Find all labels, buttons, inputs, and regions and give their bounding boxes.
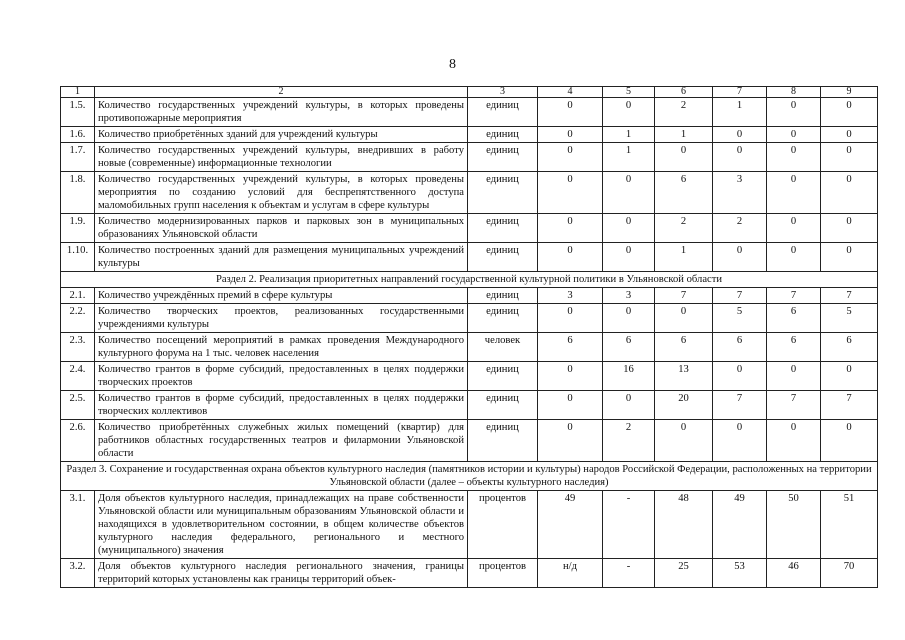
- value-cell: н/д: [538, 559, 603, 588]
- value-cell: 7: [655, 288, 713, 304]
- table-row: [61, 127, 878, 143]
- value-cell: 1: [603, 127, 655, 143]
- value-cell: 0: [821, 127, 878, 143]
- header-cell: 4: [538, 87, 603, 98]
- unit-cell: единиц: [468, 214, 538, 243]
- header-cell: 2: [95, 87, 468, 98]
- value-cell: 7: [821, 288, 878, 304]
- value-cell: 0: [655, 420, 713, 462]
- indicator-name: Количество государственных учреждений культуры, внедривших в работу новые (современные) информационные технологии: [95, 143, 468, 172]
- table-row: [61, 333, 878, 362]
- value-cell: 0: [713, 362, 767, 391]
- row-number: 1.7.: [61, 143, 95, 172]
- value-cell: 49: [538, 491, 603, 559]
- unit-cell: единиц: [468, 288, 538, 304]
- header-cell: 7: [713, 87, 767, 98]
- value-cell: 48: [655, 491, 713, 559]
- value-cell: 7: [713, 288, 767, 304]
- indicator-name: Количество грантов в форме субсидий, предоставленных в целях поддержки творческих проектов: [95, 362, 468, 391]
- table-row: [61, 288, 878, 304]
- value-cell: 0: [713, 143, 767, 172]
- value-cell: 3: [538, 288, 603, 304]
- row-number: 1.8.: [61, 172, 95, 214]
- header-cell: 1: [61, 87, 95, 98]
- section-row: [61, 462, 878, 491]
- value-cell: 5: [821, 304, 878, 333]
- value-cell: 6: [713, 333, 767, 362]
- unit-cell: единиц: [468, 98, 538, 127]
- value-cell: 49: [713, 491, 767, 559]
- value-cell: 1: [655, 243, 713, 272]
- value-cell: 20: [655, 391, 713, 420]
- table-row: [61, 214, 878, 243]
- value-cell: 0: [538, 243, 603, 272]
- value-cell: 53: [713, 559, 767, 588]
- row-number: 3.2.: [61, 559, 95, 588]
- value-cell: 7: [821, 391, 878, 420]
- row-number: 1.6.: [61, 127, 95, 143]
- value-cell: 7: [767, 391, 821, 420]
- value-cell: 0: [767, 214, 821, 243]
- value-cell: 2: [603, 420, 655, 462]
- section-row: [61, 272, 878, 288]
- header-cell: 9: [821, 87, 878, 98]
- unit-cell: единиц: [468, 172, 538, 214]
- value-cell: 0: [713, 127, 767, 143]
- value-cell: 0: [767, 143, 821, 172]
- value-cell: 5: [713, 304, 767, 333]
- value-cell: 0: [821, 243, 878, 272]
- value-cell: 0: [603, 98, 655, 127]
- indicators-table: [60, 86, 878, 588]
- value-cell: 6: [538, 333, 603, 362]
- value-cell: 0: [603, 172, 655, 214]
- value-cell: -: [603, 559, 655, 588]
- indicator-name: Количество приобретённых зданий для учреждений культуры: [95, 127, 468, 143]
- value-cell: 6: [767, 304, 821, 333]
- value-cell: 0: [767, 127, 821, 143]
- section-3-title: Раздел 3. Сохранение и государственная охрана объектов культурного наследия (памятников истории и культуры) народов Российской Федерации, расположенных на территории Ульяновской области (далее – объекты культурного наследия): [61, 462, 878, 491]
- value-cell: 25: [655, 559, 713, 588]
- indicator-name: Количество грантов в форме субсидий, предоставленных в целях поддержки творческих коллективов: [95, 391, 468, 420]
- header-cell: 3: [468, 87, 538, 98]
- value-cell: 0: [538, 98, 603, 127]
- page-number: 8: [449, 57, 456, 72]
- unit-cell: процентов: [468, 491, 538, 559]
- unit-cell: единиц: [468, 304, 538, 333]
- value-cell: 0: [538, 391, 603, 420]
- row-number: 2.6.: [61, 420, 95, 462]
- table-row: [61, 491, 878, 559]
- value-cell: 7: [713, 391, 767, 420]
- value-cell: 46: [767, 559, 821, 588]
- indicator-name: Количество творческих проектов, реализованных государственными учреждениями культуры: [95, 304, 468, 333]
- header-cell: 8: [767, 87, 821, 98]
- unit-cell: единиц: [468, 127, 538, 143]
- value-cell: 0: [538, 214, 603, 243]
- value-cell: 6: [655, 172, 713, 214]
- table-row: [61, 391, 878, 420]
- row-number: 3.1.: [61, 491, 95, 559]
- header-row: [61, 87, 878, 98]
- unit-cell: единиц: [468, 362, 538, 391]
- value-cell: 0: [713, 243, 767, 272]
- value-cell: 0: [821, 420, 878, 462]
- value-cell: 0: [767, 243, 821, 272]
- value-cell: 1: [713, 98, 767, 127]
- unit-cell: единиц: [468, 420, 538, 462]
- value-cell: 2: [655, 214, 713, 243]
- row-number: 1.10.: [61, 243, 95, 272]
- value-cell: 6: [821, 333, 878, 362]
- value-cell: 0: [821, 98, 878, 127]
- value-cell: 51: [821, 491, 878, 559]
- row-number: 1.5.: [61, 98, 95, 127]
- value-cell: 0: [821, 362, 878, 391]
- indicator-name: Количество учреждённых премий в сфере культуры: [95, 288, 468, 304]
- indicator-name: Количество модернизированных парков и парковых зон в муниципальных образованиях Ульяновской области: [95, 214, 468, 243]
- value-cell: 0: [603, 214, 655, 243]
- table-body: [61, 87, 878, 588]
- value-cell: 0: [603, 304, 655, 333]
- value-cell: 1: [655, 127, 713, 143]
- value-cell: 0: [538, 143, 603, 172]
- value-cell: 1: [603, 143, 655, 172]
- value-cell: 0: [821, 143, 878, 172]
- indicator-name: Доля объектов культурного наследия, принадлежащих на праве собственности Ульяновской области или муниципальным образованиям Ульяновской области и находящихся в удовлетворительном состоянии, в общем количестве объектов культурного наследия федерального, регионального и местного (муниципального) значения: [95, 491, 468, 559]
- unit-cell: процентов: [468, 559, 538, 588]
- table-row: [61, 559, 878, 588]
- value-cell: 0: [538, 420, 603, 462]
- value-cell: 0: [538, 362, 603, 391]
- unit-cell: единиц: [468, 143, 538, 172]
- value-cell: 16: [603, 362, 655, 391]
- table-row: [61, 172, 878, 214]
- unit-cell: единиц: [468, 243, 538, 272]
- value-cell: 6: [767, 333, 821, 362]
- row-number: 1.9.: [61, 214, 95, 243]
- value-cell: 0: [767, 420, 821, 462]
- table-row: [61, 304, 878, 333]
- table-row: [61, 420, 878, 462]
- row-number: 2.5.: [61, 391, 95, 420]
- value-cell: -: [603, 491, 655, 559]
- value-cell: 0: [767, 98, 821, 127]
- indicator-name: Количество построенных зданий для размещения муниципальных учреждений культуры: [95, 243, 468, 272]
- value-cell: 0: [538, 304, 603, 333]
- value-cell: 70: [821, 559, 878, 588]
- row-number: 2.1.: [61, 288, 95, 304]
- value-cell: 2: [713, 214, 767, 243]
- value-cell: 13: [655, 362, 713, 391]
- value-cell: 2: [655, 98, 713, 127]
- value-cell: 0: [655, 304, 713, 333]
- value-cell: 0: [767, 172, 821, 214]
- row-number: 2.4.: [61, 362, 95, 391]
- indicator-name: Доля объектов культурного наследия регионального значения, границы территорий которых установлены как границы территорий объек-: [95, 559, 468, 588]
- unit-cell: человек: [468, 333, 538, 362]
- value-cell: 0: [655, 143, 713, 172]
- table-row: [61, 243, 878, 272]
- indicator-name: Количество государственных учреждений культуры, в которых проведены противопожарные мероприятия: [95, 98, 468, 127]
- value-cell: 0: [821, 214, 878, 243]
- value-cell: 0: [713, 420, 767, 462]
- value-cell: 0: [603, 243, 655, 272]
- value-cell: 6: [655, 333, 713, 362]
- table-row: [61, 143, 878, 172]
- value-cell: 0: [538, 172, 603, 214]
- indicator-name: Количество приобретённых служебных жилых помещений (квартир) для работников областных государственных театров и филармонии Ульяновской области: [95, 420, 468, 462]
- value-cell: 6: [603, 333, 655, 362]
- value-cell: 0: [538, 127, 603, 143]
- indicator-name: Количество посещений мероприятий в рамках проведения Международного культурного форума на 1 тыс. человек населения: [95, 333, 468, 362]
- value-cell: 0: [767, 362, 821, 391]
- value-cell: 0: [603, 391, 655, 420]
- value-cell: 3: [603, 288, 655, 304]
- value-cell: 0: [821, 172, 878, 214]
- header-cell: 5: [603, 87, 655, 98]
- row-number: 2.2.: [61, 304, 95, 333]
- value-cell: 50: [767, 491, 821, 559]
- row-number: 2.3.: [61, 333, 95, 362]
- indicator-name: Количество государственных учреждений культуры, в которых проведены мероприятия по созданию условий для беспрепятственного доступа маломобильных групп населения к объектам и услугам в сфере культуры: [95, 172, 468, 214]
- section-2-title: Раздел 2. Реализация приоритетных направлений государственной культурной политики в Ульяновской области: [61, 272, 878, 288]
- value-cell: 7: [767, 288, 821, 304]
- table-row: [61, 98, 878, 127]
- value-cell: 3: [713, 172, 767, 214]
- unit-cell: единиц: [468, 391, 538, 420]
- table-row: [61, 362, 878, 391]
- header-cell: 6: [655, 87, 713, 98]
